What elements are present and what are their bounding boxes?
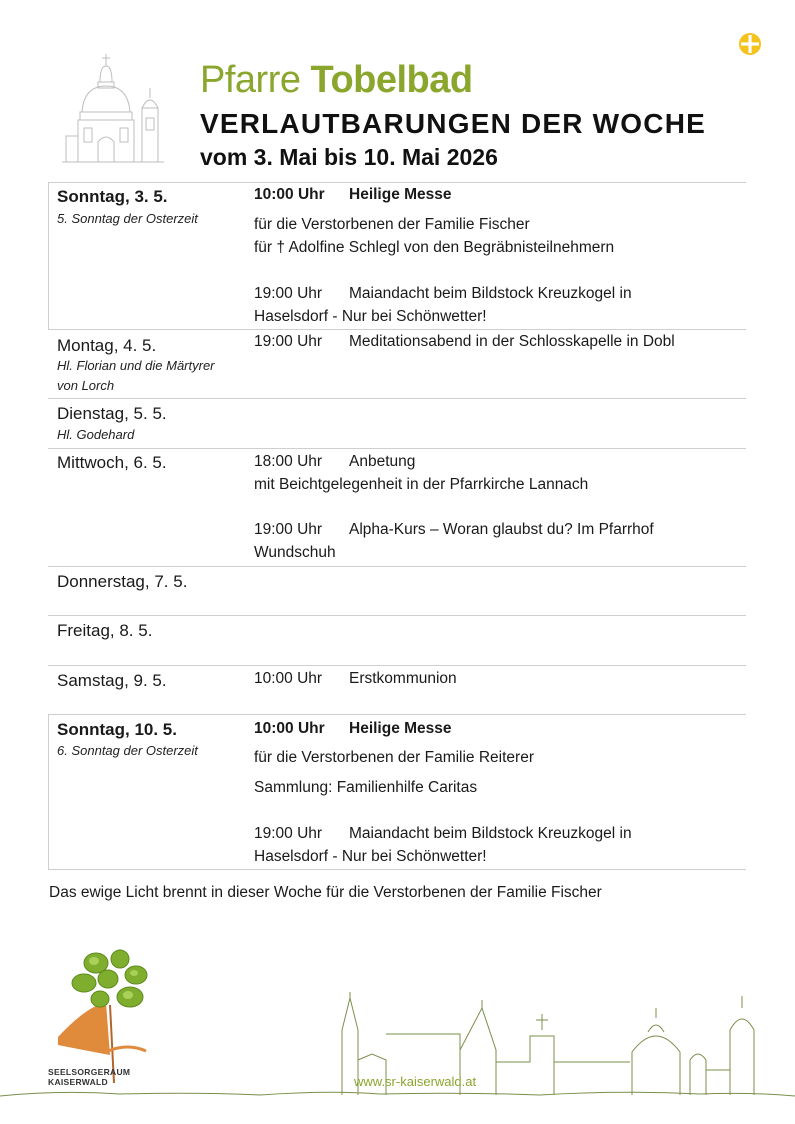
table-rule [48,665,746,666]
table-rule [48,398,746,399]
parish-name [200,58,473,102]
day-label: Donnerstag, 7. 5. [57,572,188,591]
event-detail: Sammlung: Familienhilfe Caritas [254,779,478,796]
event-detail: Haselsdorf - Nur bei Schönwetter! [254,848,487,865]
liturgical-note: von Lorch [57,378,115,393]
church-line-drawing [62,52,164,166]
event-detail: für † Adolfine Schlegl von den Begräbnisteilnehmern [254,239,615,256]
event-text: Alpha-Kurs – Woran glaubst du? Im Pfarrhof [349,521,654,538]
logo-text-line1: SEELSORGERAUM [48,1067,131,1077]
event-line [254,518,654,541]
event-detail: für die Verstorbenen der Familie Fischer [254,216,530,233]
liturgical-note: 5. Sonntag der Osterzeit [57,211,198,226]
event-line [254,822,632,845]
event-text: Heilige Messe [349,720,452,737]
table-rule [48,714,746,715]
event-time: 19:00 Uhr [254,521,323,538]
cross-circle-icon [738,32,762,56]
event-text: Erstkommunion [349,670,457,687]
event-line [254,450,415,473]
table-left-border [48,714,49,869]
event-text: Maiandacht beim Bildstock Kreuzkogel in [349,285,632,302]
event-text: Heilige Messe [349,186,452,203]
liturgical-note: Hl. Florian und die Märtyrer [57,358,215,373]
table-rule [48,566,746,567]
event-detail: mit Beichtgelegenheit in der Pfarrkirche Lannach [254,476,589,493]
event-time: 18:00 Uhr [254,453,323,470]
event-time: 19:00 Uhr [254,333,323,350]
page-title: VERLAUTBARUNGEN DER WOCHE [200,108,706,139]
day-label: Dienstag, 5. 5. [57,404,167,423]
table-rule [48,615,746,616]
event-time: 10:00 Uhr [254,720,325,737]
parish-prefix: Pfarre [200,59,301,101]
website-link[interactable]: www.sr-kaiserwald.at [354,1074,477,1089]
event-line [254,330,675,353]
event-detail: Wundschuh [254,544,336,561]
day-label: Sonntag, 10. 5. [57,720,177,739]
event-line [254,282,632,305]
day-label: Mittwoch, 6. 5. [57,453,167,472]
eternal-light-note: Das ewige Licht brennt in dieser Woche für die Verstorbenen der Familie Fischer [49,884,602,901]
table-left-border [48,182,49,329]
page-subtitle: vom 3. Mai bis 10. Mai 2026 [200,144,498,170]
event-line [254,667,457,690]
day-label: Montag, 4. 5. [57,336,157,355]
event-time: 19:00 Uhr [254,285,323,302]
liturgical-note: 6. Sonntag der Osterzeit [57,743,198,758]
event-detail: Haselsdorf - Nur bei Schönwetter! [254,308,487,325]
event-line [254,717,452,740]
liturgical-note: Hl. Godehard [57,427,135,442]
event-time: 10:00 Uhr [254,186,325,203]
event-text: Anbetung [349,453,416,470]
logo-text-line2: KAISERWALD [48,1077,108,1087]
event-line [254,183,452,206]
event-text: Meditationsabend in der Schlosskapelle in Dobl [349,333,675,350]
day-label: Freitag, 8. 5. [57,621,153,640]
day-label: Samstag, 9. 5. [57,671,167,690]
parish-name-bold: Tobelbad [310,59,473,101]
event-time: 10:00 Uhr [254,670,323,687]
table-rule [48,448,746,449]
event-text: Maiandacht beim Bildstock Kreuzkogel in [349,825,632,842]
event-time: 19:00 Uhr [254,825,323,842]
day-label: Sonntag, 3. 5. [57,187,168,206]
event-detail: für die Verstorbenen der Familie Reiterer [254,749,534,766]
table-rule [48,869,746,870]
